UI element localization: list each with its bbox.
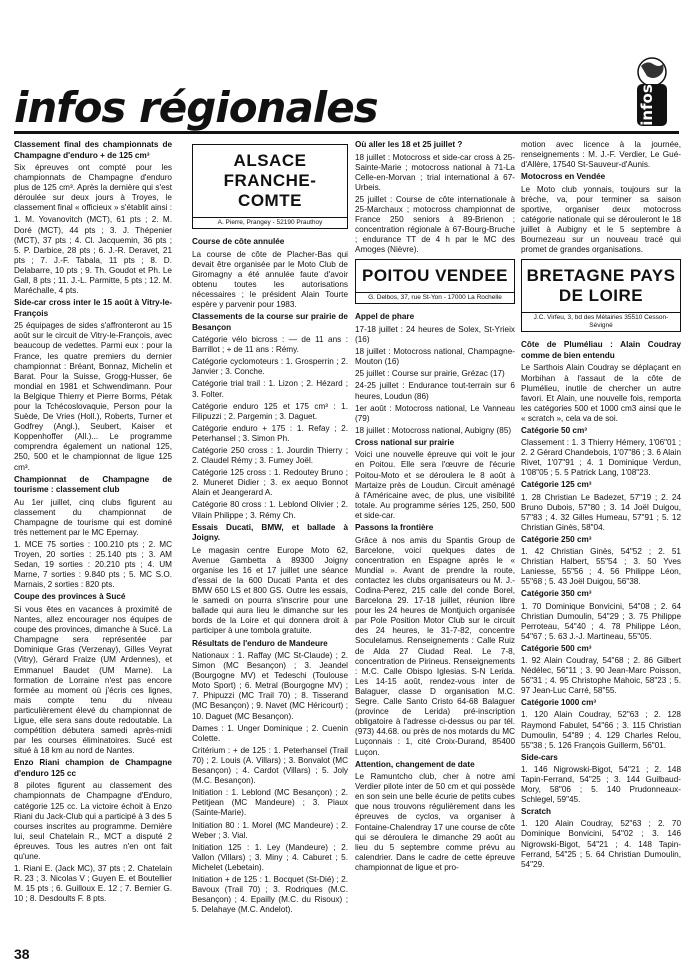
article-paragraph: Catégorie trial trail : 1. Lizon ; 2. Hézard ; 3. Folter. [192, 379, 348, 399]
article-paragraph: 1er août : Motocross national, Le Vanneau (79) [355, 403, 515, 423]
article-paragraph: 18 juillet : Motocross national, Champagne-Mouton (16) [355, 347, 515, 367]
article-paragraph: 18 juillet : Motocross national, Aubigny (85) [355, 425, 512, 435]
article-heading: Side-car cross inter le 15 août à Vitry-le-François [14, 298, 172, 318]
article-paragraph: 1. Riani E. (Jack MC), 37 pts ; 2. Chatelain R. 23 ; 3. Nicolas V ; Guyen E. et Boutellier M. 15 pts ; 6. Guilloux E. 12 ; 7. Bernier G. 10 ; 8. Desdoults F. 8 pts. [14, 864, 172, 904]
column-4-text-top [521, 140, 681, 255]
column-4 [521, 140, 681, 872]
article-heading: Côte de Pluméliau : Alain Coudray comme de bien entendu [521, 340, 681, 360]
article-paragraph: 25 juillet : Course de côte internationale à 25-Marchaux ; motocross championnat de France 250 seniors à 89-Brienon ; concentration régionale à 67-Bourg-Bruche ; endurance TT de 4 h par le MC des Amoges (Nièvre). [355, 194, 515, 255]
article-paragraph: La course de côte de Placher-Bas qui devait être organisée par le Moto Club de Giromagny a été annulée faute d'avoir obtenu toutes les autorisations nécessaires ; le président Alain Tourte espère y parvenir pour 1983. [192, 249, 348, 309]
article-paragraph: Catégorie enduro + 175 : 1. Refay ; 2. Peterhansel ; 3. Simon Ph. [192, 423, 348, 443]
category-subheading: Catégorie 500 cm³ [521, 643, 592, 653]
article-paragraph: Le Moto club yonnais, toujours sur la brèche, va, pour terminer sa saison sportive, organiser deux motocross catégorie nationale qui se dérouleront le 18 juillet à Aubigny et le 5 septembre à Bournezeau sur un nouveau tracé qui promet de grandes organisations. [521, 184, 681, 255]
region-address: J.C. Virfeu, 3, bd des Métairies 35510 Cesson-Sévigné [522, 312, 680, 331]
article-heading: Essais Ducati, BMW, et ballade à Joigny. [192, 522, 348, 543]
article-paragraph: 1. MCE 75 sorties : 100.210 pts ; 2. MC Troyen, 20 sorties : 25.140 pts ; 3. AM Sedan, 19 sorties : 20.210 pts ; 4. UM Marne, 7 sorties : 9.840 pts ; 5. MC S.O. Marnais, 2 sorties : 820 pts. [14, 540, 172, 590]
category-subheading: Catégorie 125 cm³ [521, 480, 592, 490]
article-heading: Attention, changement de date [355, 759, 475, 769]
region-name: ALSACE FRANCHE-COMTE [223, 151, 317, 210]
article-paragraph: Initiation + de 125 : 1. Bocquet (St-Dié) ; 2. Bavoux (Trail 70) ; 3. Rodriques (M.C. Besançon) ; 4. Epailly (M.C. du Risoux) ; 5. Delahaye (M.C. Andelot). [192, 874, 348, 915]
article-paragraph: 1. 70 Dominique Bonvicini, 54"08 ; 2. 64 Christian Dumoulin, 54"29 ; 3. 75 Philippe Perroteau, 54"40 ; 4. 78 Philippe Léon, 54"67 ; 5. 63 J.-J. Martineau, 55"05. [521, 601, 681, 641]
category-subheading: Scratch [521, 807, 552, 817]
article-heading: Coupe des provinces à Sucé [14, 592, 126, 602]
infos-logo [621, 56, 683, 128]
article-heading: Résultats de l'enduro de Mandeure [192, 638, 328, 648]
region-box-poitou [355, 259, 515, 304]
column-2 [192, 140, 348, 917]
article-paragraph: 24-25 juillet : Endurance tout-terrain sur 6 heures, Loudun (86) [355, 381, 515, 401]
category-subheading: Catégorie 1000 cm³ [521, 698, 597, 708]
article-paragraph: Initiation : 1. Leblond (MC Besançon) ; 2. Petitjean (MC Mandeure) ; 3. Piaux (Sainte-Marie). [192, 788, 348, 818]
article-paragraph: 1. 120 Alain Coudray, 52"63 ; 2. 70 Dominique Bonvicini, 54"02 ; 3. 146 Nigrowski-Bigot, 54"21 ; 4. 148 Tapin-Ferrand, 54"25 ; 5. 64 Christian Dumoulin, 54"29. [521, 819, 681, 869]
article-paragraph: Le magasin centre Europe Moto 62, Avenue Gambetta à 89300 Joigny organise les 16 et 17 juillet une séance d'essai de la 600 Ducati Panta et des BMW 650 LS et 800 GS. Outre les essais, le samedi on pourra s'inscrire pour une ballade qui aura lieu le dimanche sur les bords de la Loire et qui donnera droit à participer à une tombola gratuite. [192, 545, 348, 636]
category-subheading: Catégorie 50 cm³ [521, 426, 587, 435]
article-paragraph: Initiation 125 : 1. Ley (Mandeure) ; 2. Vallon (Villars) ; 3. Miny ; 4. Caburet ; 5. Michelet (Lebetain). [192, 842, 348, 872]
article-paragraph: 1. 146 Nigrowski-Bigot, 54"21 ; 2. 148 Tapin-Ferrand, 54"25 ; 3. 144 Guilbaud-Mory, 58"06 ; 5. 140 Prudonneaux-Schlegel, 59"45. [521, 764, 681, 805]
article-paragraph: Nationaux : 1. Raffay (MC St-Claude) ; 2. Simon (MC Besançon) ; 3. Jeandel (Bourgogne MV) et Tedeschi (Toulouse Moto Sport) ; 6. Metral (Bourgogne MV) ; 7. Phipuzzi (MC Trail 70) ; 8. Tisserand (MC Besançon) ; 9. Navet (MC Héricourt) ; 10. Daguet (MC Besançon). [192, 651, 348, 721]
article-paragraph: Catégorie vélo bicross : — de 11 ans : Barrillot ; + de 11 ans : Rémy. [192, 335, 348, 355]
article-heading: Où aller les 18 et 25 juillet ? [355, 140, 463, 149]
article-heading: Motocross en Vendée [521, 172, 606, 182]
column-2-text [192, 237, 348, 915]
article-paragraph: 1. 92 Alain Coudray, 54"68 ; 2. 86 Gilbert Nédélec, 56"11 ; 3. 90 Jean-Marc Poisson, 56"31 ; 4. 95 Christophe Mahoic, 58"23 ; 5. 97 Jean-Luc Carré, 58"55. [521, 655, 681, 696]
column-4-text-bottom [521, 340, 681, 869]
article-paragraph: Critérium : + de 125 : 1. Peterhansel (Trail 70) ; 2. Louis (A. Villars) ; 3. Bonvalot (MC Besançon) ; 4. Cardot (Villars) ; 5. Joly (M.C. Besançon). [192, 745, 348, 786]
svg-text:infos: infos [638, 84, 656, 126]
page-title: infos régionales [14, 83, 378, 132]
article-paragraph: 8 pilotes figurent au classement des championnats de Champagne d'Enduro, catégorie 125 cc. La victoire échoit à Enzo Riani du Jack-Club qui a participé à 3 des 5 courses inscrites au programme. Dernière lui, seul Chatelain R., MCT a disputé 2 épreuves. Tous les autres n'en ont fait qu'une. [14, 781, 172, 862]
article-paragraph: Le Ramuntcho club, cher à notre ami Verdier pilote inter de 50 cm et qui possède en son sein une belle écurie de petits cubes que nous trouvons régulièrement dans les épreuves de cyclos, va organiser à Fontaine-Chalendray 17 une course de côte qui se déroulera le dimanche 29 août au lieu du 5 septembre comme prévu au calendrier. Dans le cadre de cette épreuve championnat de ligue et pro- [355, 772, 515, 872]
article-paragraph: Catégorie cyclomoteurs : 1. Grosperrin ; 2. Janvier ; 3. Conche. [192, 357, 348, 377]
article-paragraph: Voici une nouvelle épreuve qui voit le jour en Poitou. Elle sera l'œuvre de l'écurie Poitou-Moto et se déroulera le 8 août à Martaize près de Loudun. Circuit aménagé à l'Américaine avec, de plus, une visibilité totale. Au programme séries 125, 250, 500 et side-car. [355, 450, 515, 520]
article-heading: Appel de phare [355, 312, 415, 322]
article-paragraph: Catégorie 125 cross : 1. Redoutey Bruno ; 2. Muneret Didier ; 3. ex aequo Bonnot Alain et Jeangerard A. [192, 468, 348, 498]
article-paragraph: 18 juillet : Motocross et side-car cross à 25-Sainte-Marie ; motocross national à 71-La Celle-en-Morvan ; trial international à 67-Urbeis. [355, 152, 515, 192]
article-paragraph: 1. 28 Christian Le Badezet, 57"19 ; 2. 24 Bruno Dubois, 57"80 ; 3. 14 Joël Duigou, 57"83 ; 4. 32 Gilles Humeau, 57"91 ; 5. 12 Christian Ginès, 58"04. [521, 492, 681, 532]
article-heading: Championnat de Champagne de tourisme : classement club [14, 474, 172, 495]
column-3-text [355, 140, 515, 873]
article-paragraph: 25 juillet : Course sur prairie, Grézac (17) [355, 369, 505, 379]
region-box-alsace [192, 144, 348, 229]
region-address: G. Delbos, 37, rue St-Yon - 17000 La Rochelle [356, 292, 514, 303]
article-heading: Enzo Riani champion de Champagne d'enduro 125 cc [14, 758, 172, 778]
article-heading: Course de côte annulée [192, 237, 285, 246]
article-paragraph: 1. 120 Alain Coudray, 52"63 ; 2. 128 Raymond Fabulet, 54"66 ; 3. 115 Christian Dumoulin, 54"89 ; 4. 129 Charles Relou, 55"38 ; 5. 126 François Guillerm, 56"01. [521, 710, 681, 750]
category-subheading: Side-cars [521, 752, 558, 762]
article-paragraph: 17-18 juillet : 24 heures de Solex, St-Yrieix (16) [355, 324, 515, 345]
article-paragraph: Grâce à nos amis du Spantis Group de Barcelone, voici quelques dates de concentration en Espagne après le « Mundial ». Avant de prendre la route, contactez les clubs organisateurs ou M. J.-Codina-Perez, 215 calle del conde Borel, Barcelona 29. 17-18 juillet, réunion libre pour les 24 heures de Montjuich organisée par Pole Position Motor Club sur le circuit des 24 heures, le 31-7-82, concentre Soculelamus. Renseignements : Calle Ruiz de Alda 27 Ciudad Real. Le 7-8, concentration de Pirineus. Renseignements : M.C. Calle Obispo Iglesias. S-N Lerida. Les 14-15 août, rendez-vous inter de Balaguer, classe D organisation M.C. Segre. Calle Santo Cristo 64-68 Balaguer (province de Lerida) pré-inscription obligatoire à l'adresse ci-dessus ou par tél. (973) 44.68. ou près de nos motards du MC Luçonnais : 1, cité Croix-Durand, 85400 Luçon. [355, 535, 515, 757]
article-paragraph: Catégorie 80 cross : 1. Leblond Olivier ; 2. Vilain Philippe ; 3. Rémy Ch. [192, 500, 348, 520]
column-1 [14, 140, 172, 907]
article-paragraph: Au 1er juillet, cinq clubs figurent au classement du championnat de Champagne de tourisme qui est dominé très nettement par le MC Epernay. [14, 497, 172, 537]
region-address: A. Pierre, Prangey - 52190 Prauthoy [193, 217, 347, 228]
region-name: POITOU VENDEE [362, 266, 508, 286]
article-paragraph: Le Sarthois Alain Coudray se déplaçant en Morbihan à l'assaut de la côte de Plumélieu, inutile de chercher un autre favori. Et Alain, une nouvelle fois, remporta les catégories 500 et 1000 cm3 ainsi que le « scratch », cela va de soi. [521, 363, 681, 423]
article-paragraph: Six épreuves ont compté pour les championnats de Champagne d'enduro plus de 125 cm³. Après la dernière qui s'est déroulée sur deux jours à Troyes, le classement final « officieux » s'établit ainsi : [14, 163, 172, 213]
article-paragraph: Catégorie enduro 125 et 175 cm³ : 1. Filipuzzi ; 2. Pargemin ; 3. Daguet. [192, 401, 348, 421]
article-paragraph: 1. 42 Christian Ginès, 54"52 ; 2. 51 Christian Halbert, 55"54 ; 3. 50 Yves Laniesse, 55"56 ; 4. 56 Philippe Léon, 55"68 ; 5. 43 Joël Duigou, 56"38. [521, 547, 681, 587]
article-heading: Classements de la course sur prairie de Besançon [192, 312, 348, 332]
category-subheading: Catégorie 250 cm³ [521, 534, 592, 544]
title-rule [14, 131, 679, 134]
article-paragraph: Catégorie 250 cross : 1. Jourdin Thierry ; 2. Claudel Rémy ; 3. Fumey Joël. [192, 446, 348, 466]
region-name: BRETAGNE PAYS DE LOIRE [526, 266, 676, 306]
column-3 [355, 140, 515, 875]
article-paragraph: motion avec licence à la journée, renseignements : M. J.-F. Verdier, Le Gué-d'Allère, 17540 St-Sauveur-d'Aunis. [521, 140, 681, 170]
article-heading: Cross national sur prairie [355, 437, 455, 447]
article-heading: Classement final des championnats de Champagne d'enduro + de 125 cm³ [14, 140, 172, 160]
article-paragraph: Initiation 80 : 1. Morel (MC Mandeure) ; 2. Weber ; 3. Vial. [192, 820, 348, 840]
article-paragraph: 25 équipages de sides s'affronteront au 15 août sur le circuit de Vitry-le-François, avec beaucoup de vedettes. Parmi eux : pour la France, les quatre premiers du dernier championnat : Bréant, Bonnaz, Michelin et Barat. Pour la Suisse, Grogg-Husser, 6e mondial en 1981 et Schwendimann. Pour la Belgique Thierry et Pierre Borms, Pétak pour la Tchécoslovaquie, Person pour la Suède, De Vries (Holl.), Roberts, Turner et Godfrey (Angl.), Seubert, Kaiser et Koppenhoffer (All.)... Le programme comprendra également un national 125, 250, 500 et le championnat de ligue 125 cm³. [14, 321, 172, 472]
region-box-bretagne [521, 259, 681, 332]
article-paragraph: Dames : 1. Unger Dominique ; 2. Cuenin Colette. [192, 723, 348, 743]
article-paragraph: Si vous êtes en vacances à proximité de Nantes, allez encourager nos équipes de coupe des provinces, dimanche à Sucé. La Champagne sera représentée par Dominique Gras (Verzenay), Gilles Veyrat (Vitry), Gérard Fraize (UM Ardennes), et Emmanuel Baudet (UM Marne). La formation de Lorraine n'est pas encore formée au moment où j'écris ces lignes, mais compte tenu du niveau particulièrement élevé du championnat de Ligue, elle sera sans doute redoutable. La compétition débutera samedi après-midi par les courses éliminatoires. Sucé est situé à 18 km au nord de Nantes. [14, 604, 172, 756]
category-subheading: Catégorie 350 cm³ [521, 589, 592, 599]
page-number: 38 [14, 946, 30, 962]
article-heading: Passons la frontière [355, 523, 434, 533]
article-paragraph: 1. M. Yovanovitch (MCT), 61 pts ; 2. M. Doré (MCT), 44 pts ; 3. J. Thépenier (MCT), 37 pts ; 4. Cl. Jacquemin, 36 pts ; 5. P. Darbice, 28 pts ; 6. J.-R. Deravet, 21 pts ; 7. J.-F. Tabala, 11 pts ; 8. D. Delabarre, 10 pts ; 9. Th. Goudot et Ph. Le Gall, 8 pts ; 11. J.-L. Parmitte, 5 pts ; 12. M. Maréchalle, 4 pts. [14, 215, 172, 296]
article-paragraph: Classement : 1. 3 Thierry Hémery, 1'06"01 ; 2. 2 Gérard Chandebois, 1'07"86 ; 3. 6 Alain Rivet, 1'07"91 ; 4. 1 Dominique Verdun, 1'08"05 ; 5. 5 Patrick Lang, 1'08"23. [521, 438, 681, 478]
